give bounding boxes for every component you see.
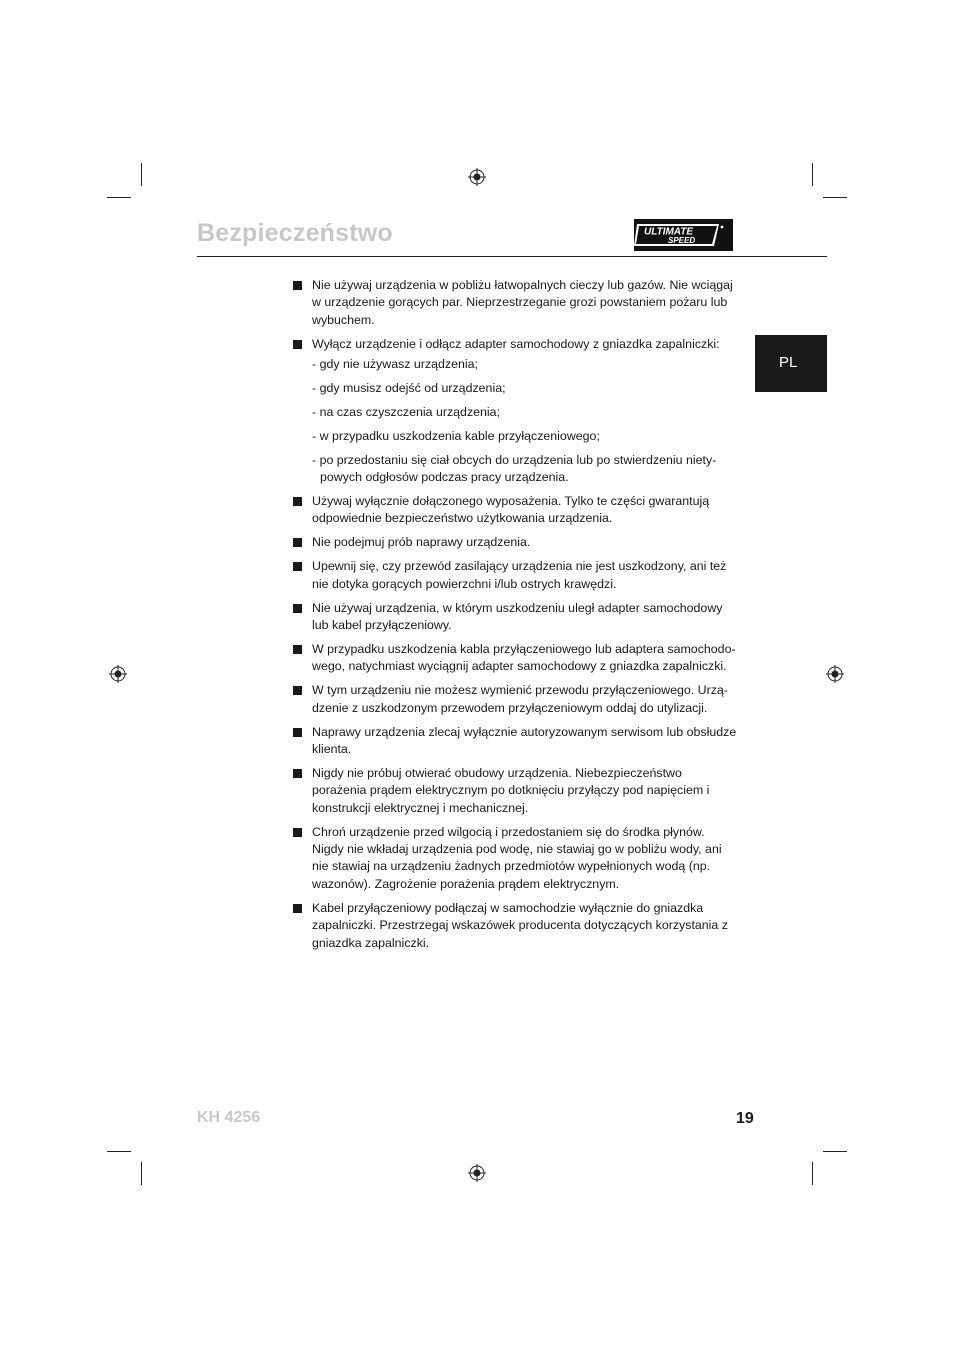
list-item-text: Naprawy urządzenia zlecaj wyłącznie autoryzowanym serwisom lub obsłudze klienta. [312, 724, 737, 756]
crop-mark-bottom-left-vertical [141, 1162, 142, 1185]
registration-mark-top-icon [468, 168, 486, 186]
list-item [293, 724, 738, 759]
list-item [293, 900, 738, 952]
list-item [293, 682, 738, 717]
list-item [293, 765, 738, 817]
square-bullet-icon [293, 497, 302, 506]
list-item [293, 534, 738, 551]
list-item-text: Upewnij się, czy przewód zasilający urządzenia nie jest uszkodzony, ani też nie dotyka gorących powierzchni i/lub ostrych krawędzi. [312, 559, 727, 591]
crop-mark-bottom-left-horizontal [107, 1151, 131, 1152]
list-item-text: W przypadku uszkodzenia kabla przyłączeniowego lub adaptera samochodo-wego, natychmiast wyciągnij adapter samochodowy z gniazdka zapalniczki. [312, 641, 736, 674]
list-item [293, 277, 738, 329]
square-bullet-icon [293, 686, 302, 695]
list-item-text: Nigdy nie próbuj otwierać obudowy urządzenia. Niebezpieczeństwo porażenia prądem elektrycznym po dotknięciu przyłączy pod napięciem i konstrukcji elektrycznej i mechanicznej. [312, 765, 710, 815]
model-number: KH 4256 [197, 1109, 261, 1126]
square-bullet-icon [293, 604, 302, 613]
list-item [293, 641, 738, 676]
page-number: 19 [736, 1110, 754, 1127]
list-item [293, 558, 738, 593]
crop-mark-top-right-horizontal [823, 197, 847, 198]
sub-list-item: - gdy nie używasz urządzenia; [312, 357, 478, 372]
language-tab-label: PL [779, 354, 798, 371]
page-title: Bezpieczeństwo [197, 219, 393, 247]
header-rule [197, 256, 827, 257]
registration-mark-bottom-icon [468, 1164, 486, 1182]
language-tab [755, 335, 827, 392]
square-bullet-icon [293, 562, 302, 571]
list-item [293, 824, 738, 894]
svg-text:SPEED: SPEED [668, 236, 696, 245]
list-item [293, 336, 738, 487]
crop-mark-top-left-vertical [141, 163, 142, 186]
sub-list-item: - w przypadku uszkodzenia kable przyłączeniowego; [312, 428, 600, 443]
list-item [293, 600, 738, 635]
square-bullet-icon [293, 904, 302, 913]
ultimate-speed-logo [634, 219, 733, 251]
square-bullet-icon [293, 728, 302, 737]
list-item [293, 493, 738, 528]
crop-mark-top-left-horizontal [107, 197, 131, 198]
crop-mark-bottom-right-horizontal [823, 1151, 847, 1152]
sub-list [312, 356, 738, 486]
sub-list-item: - po przedostaniu się ciał obcych do urządzenia lub po stwierdzeniu niety-powych odgłosów podczas pracy urządzenia. [312, 452, 717, 485]
crop-mark-bottom-right-vertical [812, 1162, 813, 1185]
list-item-text: Nie podejmuj prób naprawy urządzenia. [312, 535, 531, 550]
list-item-text: Wyłącz urządzenie i odłącz adapter samochodowy z gniazdka zapalniczki: [312, 336, 720, 351]
registration-mark-left-icon [109, 665, 127, 683]
list-item-text: Używaj wyłącznie dołączonego wyposażenia. Tylko te części gwarantują odpowiednie bezpieczeństwo użytkowania urządzenia. [312, 494, 710, 526]
square-bullet-icon [293, 538, 302, 547]
square-bullet-icon [293, 769, 302, 778]
square-bullet-icon [293, 281, 302, 290]
list-item-text: Kabel przyłączeniowy podłączaj w samochodzie wyłącznie do gniazdka zapalniczki. Przestrzegaj wskazówek producenta dotyczących korzystania z gniazdka zapalniczki. [312, 900, 728, 950]
sub-list-item: - na czas czyszczenia urządzenia; [312, 404, 501, 419]
square-bullet-icon [293, 340, 302, 349]
crop-mark-top-right-vertical [812, 163, 813, 186]
svg-text:ULTIMATE: ULTIMATE [644, 226, 694, 238]
safety-instructions-list [293, 277, 738, 958]
registration-mark-right-icon [826, 665, 844, 683]
list-item-text: Chroń urządzenie przed wilgocią i przedostaniem się do środka płynów. Nigdy nie wkładaj urządzenia pod wodę, nie stawiaj go w pobliżu wody, ani nie stawiaj na urządzeniu żadnych przedmiotów wypełnionych wodą (np. wazonów). Zagrożenie porażenia prądem elektrycznym. [312, 824, 722, 891]
list-item-text: W tym urządzeniu nie możesz wymienić przewodu przyłączeniowego. Urzą-dzenie z uszkodzonym przewodem przyłączeniowym oddaj do utylizacji. [312, 683, 728, 715]
square-bullet-icon [293, 828, 302, 837]
list-item-text: Nie używaj urządzenia, w którym uszkodzeniu uległ adapter samochodowy lub kabel przyłączeniowy. [312, 600, 723, 632]
square-bullet-icon [293, 645, 302, 654]
sub-list-item: - gdy musisz odejść od urządzenia; [312, 381, 506, 396]
list-item-text: Nie używaj urządzenia w pobliżu łatwopalnych cieczy lub gazów. Nie wciągaj w urządzenie gorących par. Nieprzestrzeganie grozi powstaniem pożaru lub wybuchem. [312, 278, 733, 327]
